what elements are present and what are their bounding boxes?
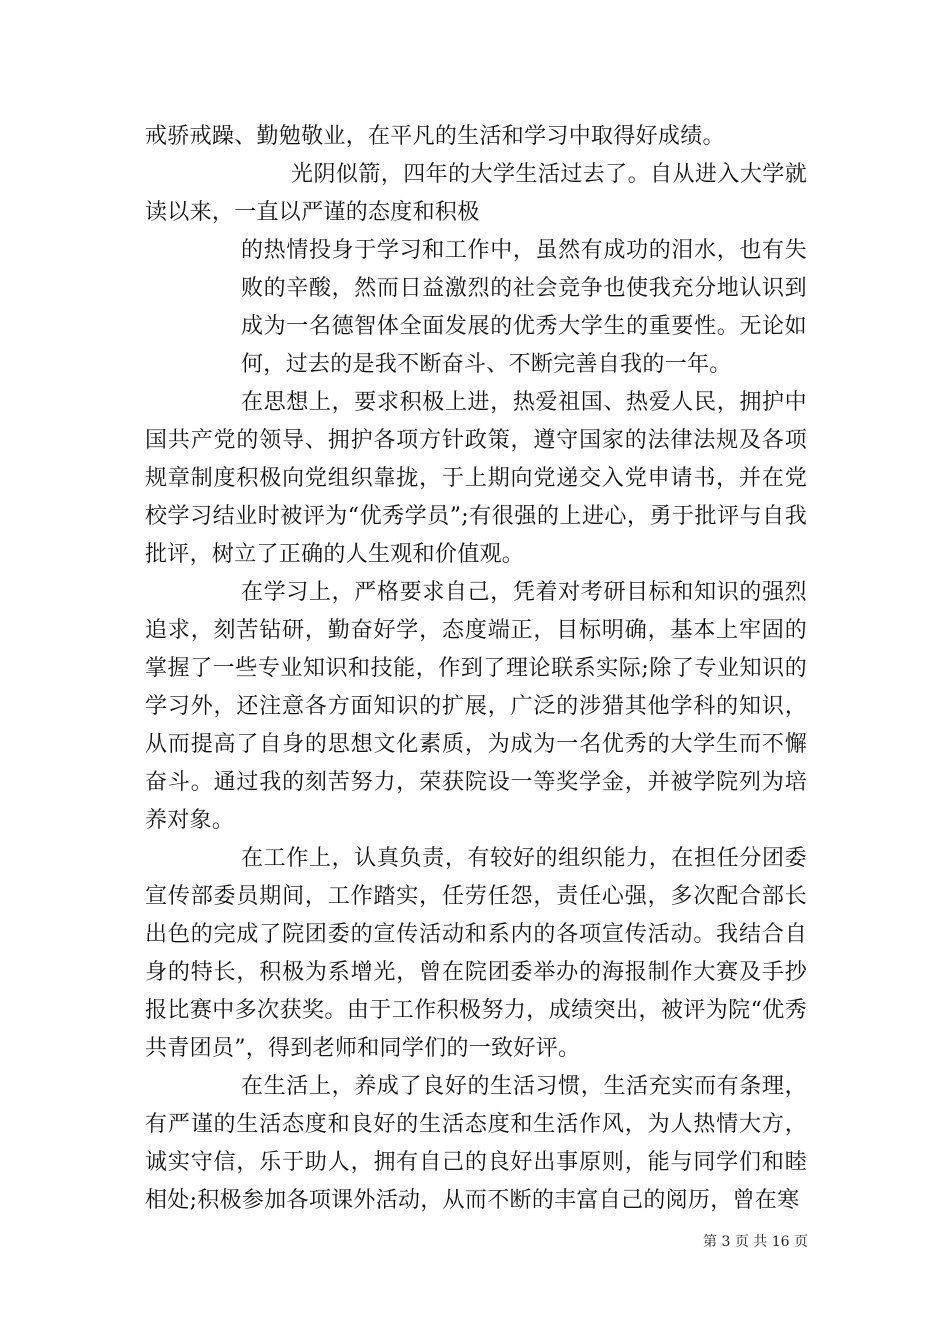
paragraph-intro-continued: 的热情投身于学习和工作中，虽然有成功的泪水，也有失败的辛酸，然而日益激烈的社会竞争也使我充分地认识到成为一名德智体全面发展的优秀大学生的重要性。无论如何，过去的是我不断奋斗、不断完善自我的一年。 bbox=[241, 238, 807, 377]
page-number-footer: 第 3 页 共 16 页 bbox=[703, 1234, 808, 1250]
paragraph-study: 在学习上，严格要求自己，凭着对考研目标和知识的强烈追求，刻苦钻研，勤奋好学，态度端正，目标明确，基本上牢固的掌握了一些专业知识和技能，作到了理论联系实际;除了专业知识的学习外，还注意各方面知识的扩展，广泛的涉猎其他学科的知识，从而提高了自身的思想文化素质，为成为一名优秀的大学生而不懈奋斗。通过我的刻苦努力，荣获院设一等奖学金，并被学院列为培养对象。 bbox=[145, 580, 807, 833]
paragraph-continuation: 戒骄戒躁、勤勉敬业，在平凡的生活和学习中取得好成绩。 bbox=[145, 124, 725, 149]
paragraph-life: 在生活上，养成了良好的生活习惯，生活充实而有条理，有严谨的生活态度和良好的生活态度和生活作风，为人热情大方，诚实守信，乐于助人，拥有自己的良好出事原则，能与同学们和睦相处;积极参加各项课外活动，从而不断的丰富自己的阅历，曾在寒 bbox=[145, 1074, 807, 1213]
paragraph-intro: 光阴似箭，四年的大学生活过去了。自从进入大学就读以来，一直以严谨的态度和积极 bbox=[145, 162, 807, 225]
paragraph-ideology: 在思想上，要求积极上进，热爱祖国、热爱人民，拥护中国共产党的领导、拥护各项方针政策，遵守国家的法律法规及各项规章制度积极向党组织靠拢，于上期向党递交入党申请书，并在党校学习结业时被评为“优秀学员”;有很强的上进心，勇于批评与自我批评，树立了正确的人生观和价值观。 bbox=[145, 390, 807, 567]
document-body bbox=[145, 118, 807, 1220]
paragraph-work: 在工作上，认真负责，有较好的组织能力，在担任分团委宣传部委员期间，工作踏实，任劳任怨，责任心强，多次配合部长出色的完成了院团委的宣传活动和系内的各项宣传活动。我结合自身的特长，积极为系增光，曾在院团委举办的海报制作大赛及手抄报比赛中多次获奖。由于工作积极努力，成绩突出，被评为院“优秀共青团员”，得到老师和同学们的一致好评。 bbox=[145, 846, 807, 1061]
